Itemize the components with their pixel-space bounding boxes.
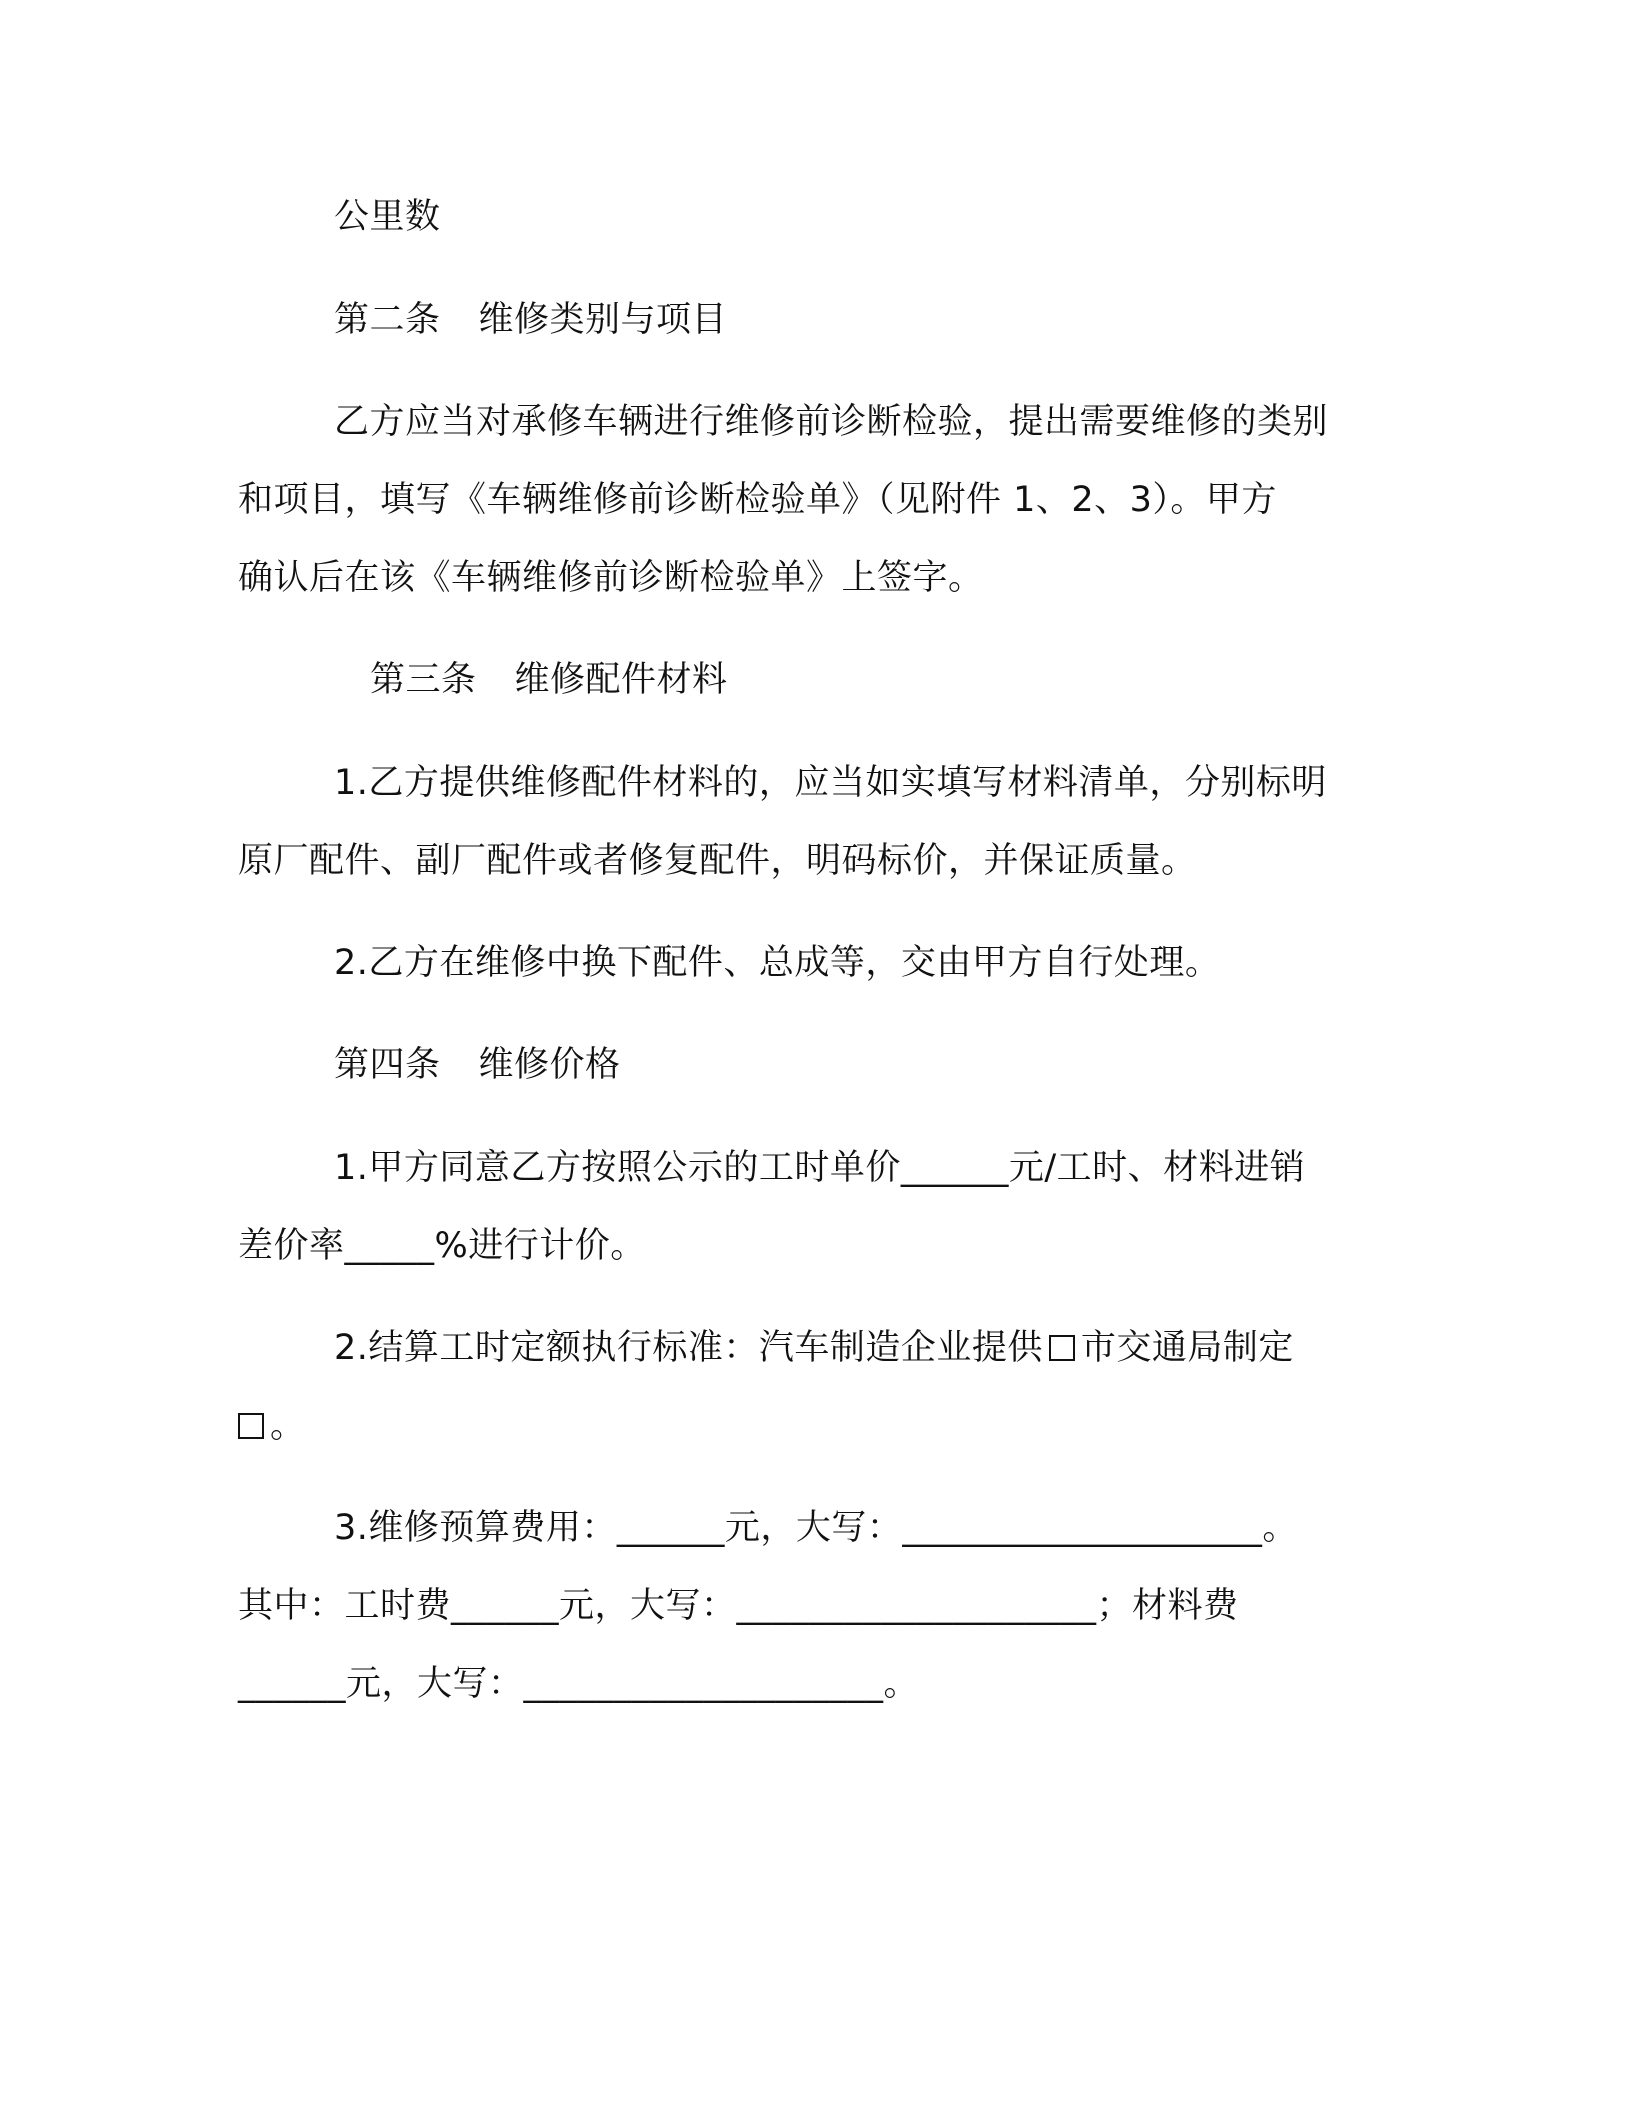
paragraph-line: 确认后在该《车辆维修前诊断检验单》上签字。 xyxy=(238,558,984,598)
section-heading-4 xyxy=(334,1045,621,1085)
paragraph-line: 1.甲方同意乙方按照公示的工时单价______元/工时、材料进销 xyxy=(334,1148,1306,1188)
paragraph-line: 和项目，填写《车辆维修前诊断检验单》（见附件 1、2、3）。甲方 xyxy=(238,480,1277,520)
checkbox-manufacturer[interactable] xyxy=(1049,1335,1075,1361)
section-number: 第二条 xyxy=(334,300,441,340)
paragraph-line xyxy=(238,1406,306,1446)
text-span: 。 xyxy=(270,1406,306,1446)
text-span: 市交通局制定 xyxy=(1080,1328,1294,1368)
section-number: 第四条 xyxy=(334,1045,441,1085)
section-title: 维修配件材料 xyxy=(514,660,728,700)
checkbox-transport-bureau[interactable] xyxy=(238,1413,264,1439)
section-heading-3 xyxy=(370,660,728,700)
section-title: 维修价格 xyxy=(478,1045,621,1085)
section-heading-2 xyxy=(334,300,727,340)
paragraph-line: 差价率_____%进行计价。 xyxy=(238,1226,646,1266)
section-number: 第三条 xyxy=(370,660,477,700)
text-line-odometer: 公里数 xyxy=(334,197,441,237)
paragraph-line xyxy=(334,1328,1294,1368)
paragraph-line: 1.乙方提供维修配件材料的，应当如实填写材料清单，分别标明 xyxy=(334,763,1327,803)
section-title: 维修类别与项目 xyxy=(478,300,728,340)
paragraph-line: 原厂配件、副厂配件或者修复配件，明码标价，并保证质量。 xyxy=(238,841,1197,881)
paragraph-line: 乙方应当对承修车辆进行维修前诊断检验，提出需要维修的类别 xyxy=(334,402,1329,442)
paragraph-line: 2.乙方在维修中换下配件、总成等，交由甲方自行处理。 xyxy=(334,943,1221,983)
paragraph-line: 3.维修预算费用：______元，大写：____________________。 xyxy=(334,1508,1298,1548)
text-span: 2.结算工时定额执行标准：汽车制造企业提供 xyxy=(334,1328,1043,1368)
paragraph-line: 其中：工时费______元，大写：____________________；材料费 xyxy=(238,1586,1239,1626)
paragraph-line: ______元，大写：____________________。 xyxy=(238,1664,920,1704)
